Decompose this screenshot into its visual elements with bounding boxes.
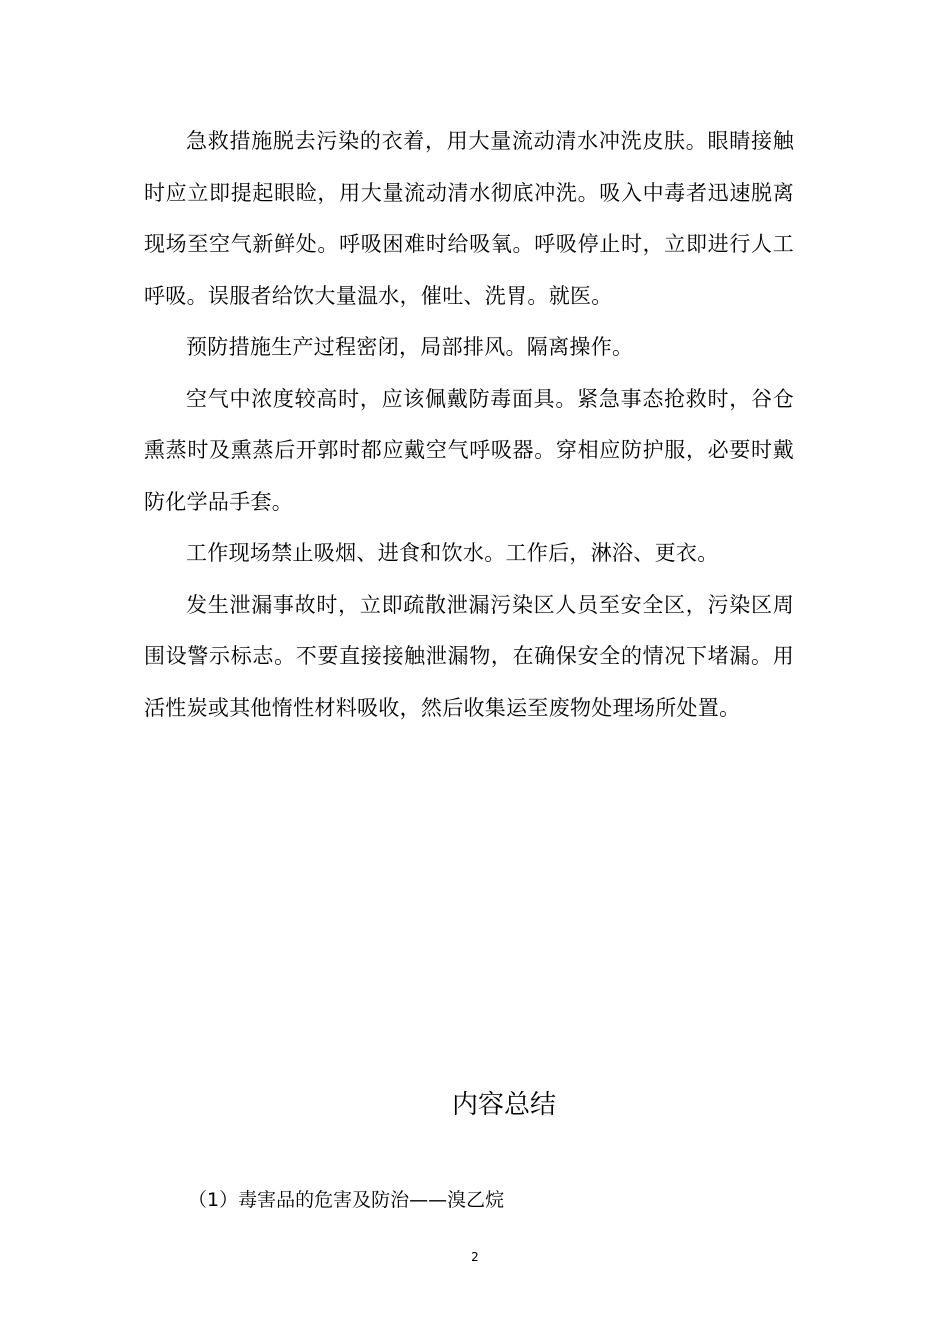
paragraph-spill-response: 发生泄漏事故时，立即疏散泄漏污染区人员至安全区，污染区周围设警示标志。不要直接接触泄漏物，在确保安全的情况下堵漏。用活性炭或其他惰性材料吸收，然后收集运至废物处理场所处置。 (144, 592, 794, 720)
paragraph-prevention: 预防措施生产过程密闭，局部排风。隔离操作。 (186, 335, 634, 359)
paragraph-respiratory-protection: 空气中浓度较高时，应该佩戴防毒面具。紧急事态抢救时，谷仓熏蒸时及熏蒸后开郭时都应戴空气呼吸器。穿相应防护服，必要时戴防化学品手套。 (144, 386, 794, 514)
page-number: 2 (471, 1250, 479, 1264)
summary-item: （1）毒害品的危害及防治——溴乙烷 (188, 1189, 505, 1211)
paragraph-first-aid: 急救措施脱去污染的衣着，用大量流动清水冲洗皮肤。眼睛接触时应立即提起眼睑，用大量流动清水彻底冲洗。吸入中毒者迅速脱离现场至空气新鲜处。呼吸困难时给吸氧。呼吸停止时，立即进行人工呼吸。误服者给饮大量温水，催吐、洗胃。就医。 (144, 129, 794, 308)
body-text (144, 116, 794, 734)
paragraph-workplace-hygiene: 工作现场禁止吸烟、进食和饮水。工作后，淋浴、更衣。 (186, 541, 719, 565)
summary-title: 内容总结 (451, 1090, 556, 1120)
